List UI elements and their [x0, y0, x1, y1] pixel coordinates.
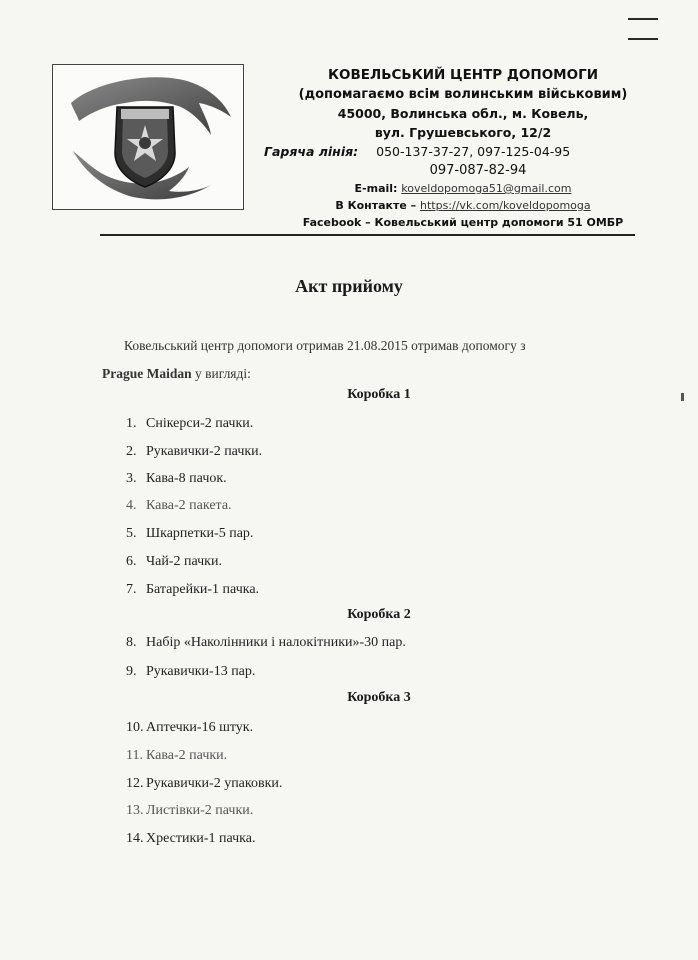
vk-label: В Контакте – [335, 199, 417, 212]
hands-shield-icon [53, 65, 243, 209]
facebook-line: Facebook – Ковельський центр допомоги 51 ОМБР [302, 216, 624, 229]
vk-link[interactable]: https://vk.com/koveldopomoga [420, 199, 591, 212]
list-item: 10. Аптечки-16 штук. [126, 720, 254, 735]
scan-mark [628, 38, 658, 40]
email-line [258, 180, 668, 197]
list-item: 13. Листівки-2 пачки. [126, 803, 254, 818]
org-slogan: (допомагаємо всім волинським військовим) [298, 87, 628, 102]
hotline-label: Гаряча лінія: [264, 144, 359, 159]
box-2-heading: Коробка 2 [347, 607, 411, 622]
list-item: 12. Рукавички-2 упаковки. [126, 776, 283, 791]
organization-header [258, 66, 668, 231]
email-link[interactable]: koveldopomoga51@gmail.com [401, 182, 572, 195]
intro-line-2 [102, 360, 622, 388]
intro-line-1: Ковельський центр допомоги отримав 21.08.2015 отримав допомогу з [124, 338, 526, 353]
logo-hands-emblem [52, 64, 244, 210]
list-item: 4. Кава-2 пакета. [126, 498, 232, 513]
org-name: КОВЕЛЬСЬКИЙ ЦЕНТР ДОПОМОГИ [328, 67, 598, 83]
list-item: 3. Кава-8 пачок. [126, 471, 227, 486]
list-item: 2. Рукавички-2 пачки. [126, 444, 263, 459]
hotline-number-2: 097-087-82-94 [429, 163, 527, 178]
list-item: 7. Батарейки-1 пачка. [126, 582, 260, 597]
list-item: 9. Рукавички-13 пар. [126, 664, 256, 679]
document-title: Акт прийому [295, 276, 403, 296]
hotline-numbers: 050-137-37-27, 097-125-04-95 [376, 144, 571, 159]
box-3-heading: Коробка 3 [347, 690, 411, 705]
scan-mark [628, 18, 658, 20]
header-divider [100, 234, 635, 236]
list-item: 11. Кава-2 пачки. [126, 748, 228, 763]
intro-line-2-rest: у вигляді: [191, 366, 251, 381]
list-item: 8. Набір «Наколінники і налокітники»-30 пар. [126, 635, 406, 650]
list-item: 5. Шкарпетки-5 пар. [126, 526, 254, 541]
intro-paragraph [102, 332, 622, 388]
email-label: E-mail: [354, 182, 398, 195]
donor-name: Prague Maidan [102, 366, 192, 381]
hotline [258, 142, 668, 161]
box-1-heading: Коробка 1 [347, 387, 411, 402]
list-item: 6. Чай-2 пачки. [126, 554, 222, 569]
list-item: 14. Хрестики-1 пачка. [126, 831, 256, 846]
address-line-1: 45000, Волинська обл., м. Ковель, [337, 106, 589, 121]
list-item: 1. Снікерси-2 пачки. [126, 416, 254, 431]
address-line-2: вул. Грушевського, 12/2 [374, 125, 552, 140]
vk-line [258, 197, 668, 214]
